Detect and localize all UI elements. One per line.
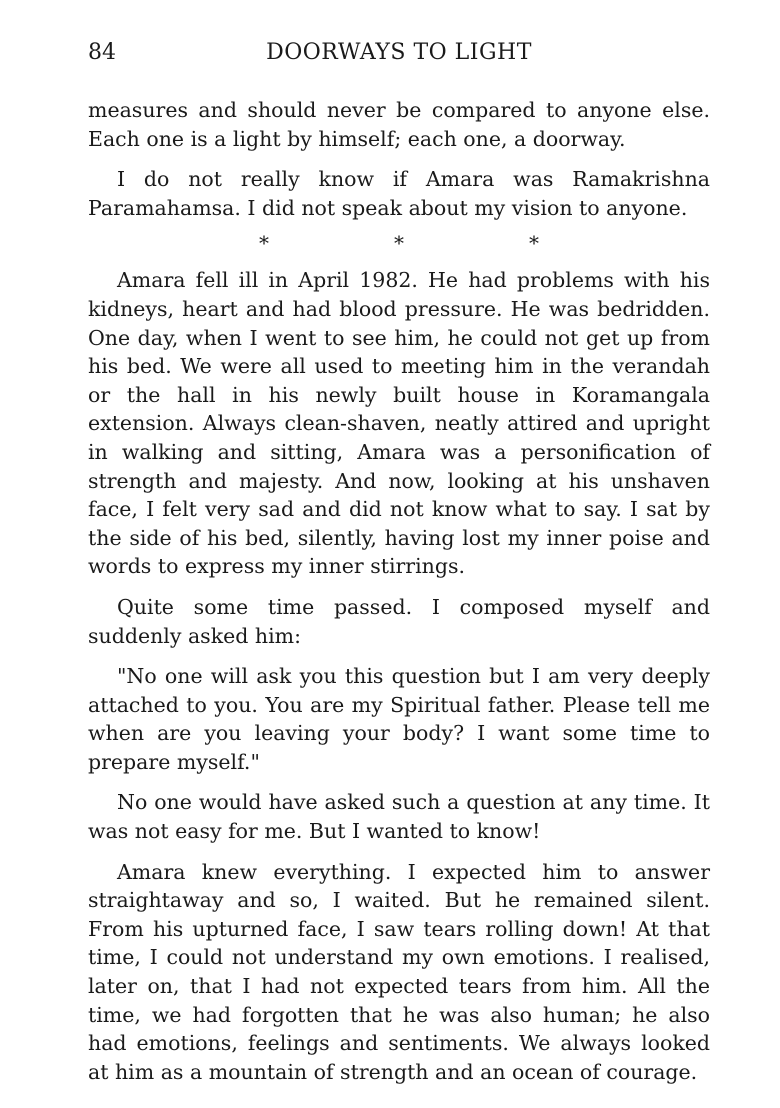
paragraph-continuation: measures and should never be compared to anyone else. Each one is a light by himself; each one, a doorway.: [88, 98, 710, 151]
page-header: [88, 38, 710, 68]
page-number: 84: [88, 40, 116, 65]
separator-asterisk: *: [259, 231, 269, 256]
paragraph: Amara knew everything. I expected him to answer straightaway and so, I waited. But he remained silent. From his upturned face, I saw tears rolling down! At that time, I could not understand my own emotions. I realised, later on, that I had not expected tears from him. All the time, we had forgotten that he was also human; he also had emotions, feelings and sentiments. We always looked at him as a mountain of strength and an ocean of courage.: [88, 859, 710, 1084]
paragraph: Quite some time passed. I composed myself and suddenly asked him:: [88, 594, 710, 648]
paragraph: I do not really know if Amara was Ramakrishna Paramahamsa. I did not speak about my vision to anyone.: [88, 167, 710, 220]
paragraph: Amara fell ill in April 1982. He had problems with his kidneys, heart and had blood pressure. He was bedridden. One day, when I went to see him, he could not get up from his bed. We were all used to meeting him in the verandah or the hall in his newly built house in Koramangala extension. Always clean-shaven, neatly attired and upright in walking and sitting, Amara was a personification of strength and majesty. And now, looking at his unshaven face, I felt very sad and did not know what to say. I sat by the side of his bed, silently, having lost my inner poise and words to express my inner stirrings.: [88, 268, 710, 579]
separator-asterisk: *: [529, 231, 539, 256]
body-text: [88, 96, 710, 1098]
section-separator: [88, 228, 710, 258]
separator-asterisk: *: [394, 231, 404, 256]
running-title: DOORWAYS TO LIGHT: [266, 40, 532, 65]
paragraph: No one would have asked such a question at any time. It was not easy for me. But I wanted to know!: [88, 790, 710, 844]
paragraph-quote: "No one will ask you this question but I am very deeply attached to you. You are my Spiritual father. Please tell me when are you leaving your body? I want some time to prepare myself.": [88, 664, 710, 774]
book-page: [88, 0, 710, 1108]
